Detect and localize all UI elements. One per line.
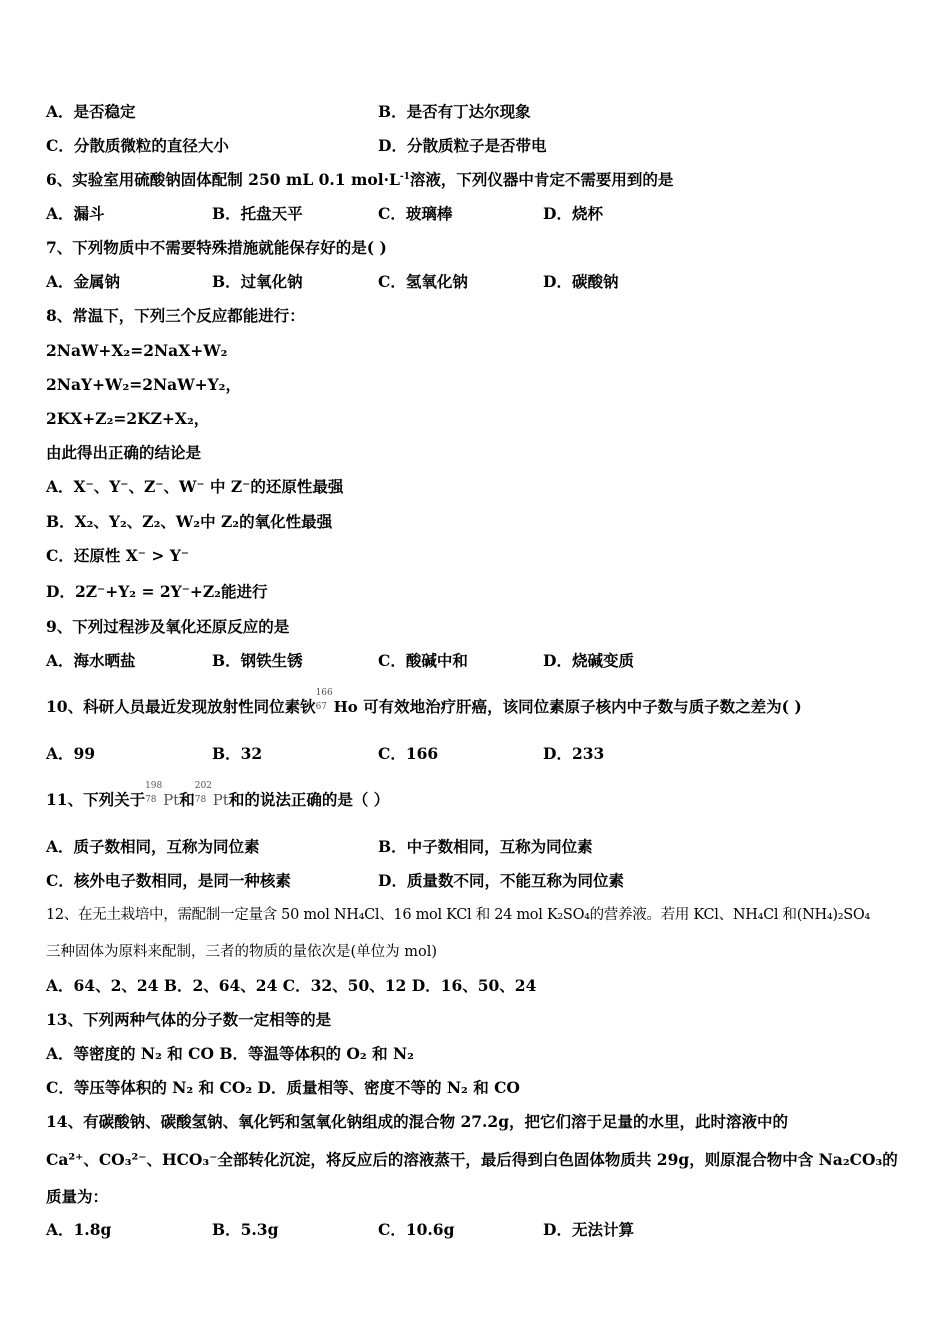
q7-option-a: A．金属钠: [46, 272, 121, 291]
q5-option-d: D．分散质粒子是否带电: [378, 136, 547, 155]
q10-option-d: D．233: [543, 744, 605, 763]
ho-isotope-symbol: 166 67 Ho: [315, 688, 358, 716]
q12-options: A．64、2、24 B．2、64、24 C．32、50、12 D．16、50、24: [46, 976, 537, 995]
q9-option-c: C．酸碱中和: [378, 651, 468, 670]
q8-option-c: C．还原性 X⁻ > Y⁻: [46, 546, 189, 565]
q9-option-d: D．烧碱变质: [543, 651, 634, 670]
q8-option-a: A．X⁻、Y⁻、Z⁻、W⁻ 中 Z⁻的还原性最强: [46, 477, 344, 496]
q8-option-b: B．X₂、Y₂、Z₂、W₂中 Z₂的氧化性最强: [46, 512, 333, 531]
q10-stem: 10、科研人员最近发现放射性同位素钬 166 67 Ho 可有效地治疗肝癌，该同位素原子核内中子数与质子数之差为( ): [46, 688, 802, 716]
q14-option-c: C．10.6g: [378, 1220, 455, 1239]
q10-option-c: C．166: [378, 744, 439, 763]
q7-option-c: C．氢氧化钠: [378, 272, 468, 291]
q12-stem-line-1: 12、在无土栽培中，需配制一定量含 50 mol NH₄Cl、16 mol KCl 和 24 mol K₂SO₄的营养液。若用 KCl、NH₄Cl 和(NH₄)₂SO₄: [46, 907, 870, 923]
q5-option-b: B．是否有丁达尔现象: [378, 102, 531, 121]
q7-option-b: B．过氧化钠: [212, 272, 303, 291]
q6-option-a: A．漏斗: [46, 204, 105, 223]
q13-stem: 13、下列两种气体的分子数一定相等的是: [46, 1010, 332, 1029]
q14-option-d: D．无法计算: [543, 1220, 634, 1239]
q7-stem: 7、下列物质中不需要特殊措施就能保存好的是( ): [46, 238, 387, 257]
q6-option-c: C．玻璃棒: [378, 204, 453, 223]
q9-option-b: B．钢铁生锈: [212, 651, 303, 670]
q14-stem-line-2: Ca²⁺、CO₃²⁻、HCO₃⁻全部转化沉淀，将反应后的溶液蒸干，最后得到白色固体物质共 29g，则原混合物中含 Na₂CO₃的: [46, 1150, 898, 1169]
q11-stem: 11、下列关于 198 78 Pt和 202 78 Pt和的说法正确的是（ ）: [46, 781, 390, 809]
q8-option-d: D．2Z⁻+Y₂ = 2Y⁻+Z₂能进行: [46, 582, 268, 601]
q13-options-row-1: A．等密度的 N₂ 和 CO B．等温等体积的 O₂ 和 N₂: [46, 1044, 414, 1063]
q6-option-d: D．烧杯: [543, 204, 603, 223]
q14-option-a: A．1.8g: [46, 1220, 112, 1239]
q8-equation-2: 2NaY+W₂=2NaW+Y₂，: [46, 375, 241, 394]
q5-option-c: C．分散质微粒的直径大小: [46, 136, 229, 155]
q7-option-d: D．碳酸钠: [543, 272, 619, 291]
q9-stem: 9、下列过程涉及氧化还原反应的是: [46, 617, 290, 636]
q14-stem-line-1: 14、有碳酸钠、碳酸氢钠、氧化钙和氢氧化钠组成的混合物 27.2g，把它们溶于足量的水里，此时溶液中的: [46, 1112, 789, 1131]
q8-stem: 8、常温下，下列三个反应都能进行：: [46, 306, 305, 325]
q8-conclusion-prompt: 由此得出正确的结论是: [46, 443, 202, 462]
q8-equation-1: 2NaW+X₂=2NaX+W₂: [46, 341, 228, 360]
q9-option-a: A．海水晒盐: [46, 651, 136, 670]
q12-stem-line-2: 三种固体为原料来配制，三者的物质的量依次是(单位为 mol): [46, 944, 438, 960]
q5-option-a: A．是否稳定: [46, 102, 136, 121]
q10-option-a: A．99: [46, 744, 96, 763]
q13-options-row-2: C．等压等体积的 N₂ 和 CO₂ D．质量相等、密度不等的 N₂ 和 CO: [46, 1078, 520, 1097]
q11-option-b: B．中子数相同，互称为同位素: [378, 837, 593, 856]
q11-option-a: A．质子数相同，互称为同位素: [46, 837, 260, 856]
pt202-isotope-symbol: 202 78 Pt: [194, 781, 229, 809]
q8-equation-3: 2KX+Z₂=2KZ+X₂，: [46, 409, 210, 428]
q14-stem-line-3: 质量为：: [46, 1187, 109, 1206]
q6-option-b: B．托盘天平: [212, 204, 303, 223]
q11-option-d: D．质量数不同，不能互称为同位素: [378, 871, 624, 890]
pt198-isotope-symbol: 198 78 Pt: [145, 781, 180, 809]
q6-stem: 6、实验室用硫酸钠固体配制 250 mL 0.1 $mol\cdot L^{-1}$溶液，下列仪器中肯定不需要用到的是: [46, 170, 674, 189]
q10-option-b: B．32: [212, 744, 263, 763]
q14-option-b: B．5.3g: [212, 1220, 279, 1239]
q11-option-c: C．核外电子数相同，是同一种核素: [46, 871, 291, 890]
